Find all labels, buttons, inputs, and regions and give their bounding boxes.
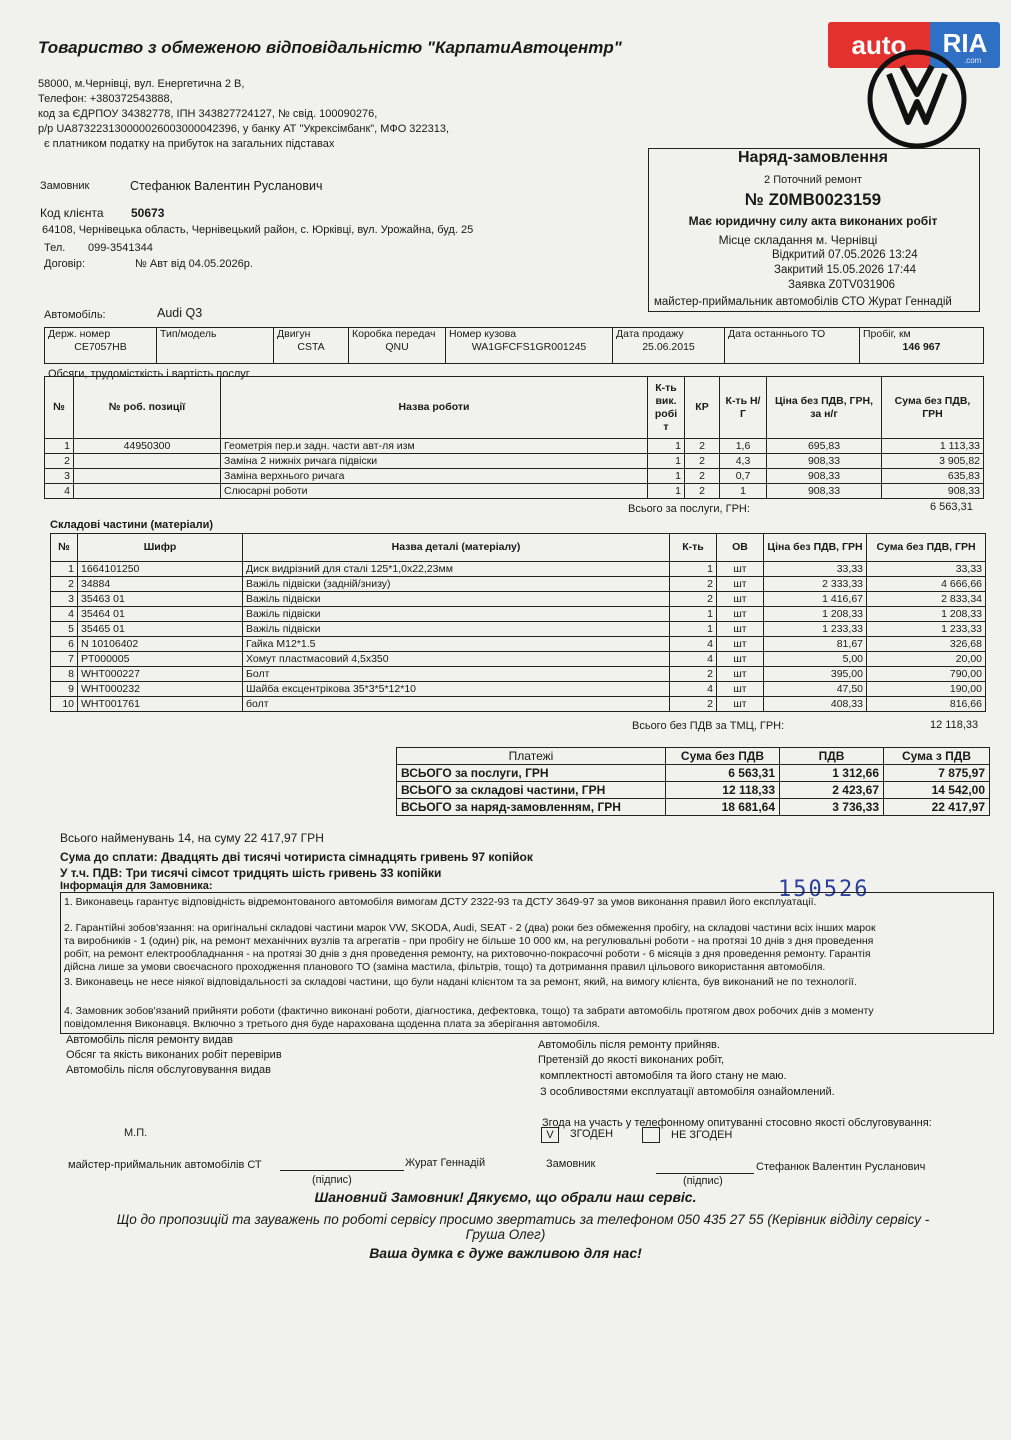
part-cell: 7	[51, 652, 78, 667]
payment-cell: ВСЬОГО за складові частини, ГРН	[397, 782, 666, 799]
service-cell: 44950300	[74, 439, 221, 454]
accept-right-3: комплектності автомобіля та його стану не маю.	[540, 1070, 787, 1082]
agree-checkbox[interactable]: V	[541, 1127, 559, 1143]
services-header: К-ть вик. робі т	[648, 377, 685, 439]
summary-vat: У т.ч. ПДВ: Три тисячі сімсот тридцять шість гривень 33 копійки	[60, 866, 442, 880]
payment-cell: 1 312,66	[780, 765, 884, 782]
service-cell: Заміна верхнього ричага	[221, 469, 648, 484]
company-tax: є платником податку на прибуток на загальних підставах	[44, 138, 335, 150]
part-cell: 2	[670, 697, 717, 712]
part-cell: Диск видрізний для сталі 125*1,0х22,23мм	[243, 562, 670, 577]
part-cell: 1	[670, 607, 717, 622]
car-cell	[446, 328, 613, 364]
payment-cell: 14 542,00	[884, 782, 990, 799]
part-cell: 6	[51, 637, 78, 652]
contract-label: Договір:	[44, 258, 86, 270]
part-cell: 34884	[78, 577, 243, 592]
parts-total: 12 118,33	[930, 719, 979, 731]
part-cell: 81,67	[764, 637, 867, 652]
parts-header: Шифр	[78, 534, 243, 562]
payment-cell: 12 118,33	[666, 782, 780, 799]
part-cell: Гайка M12*1.5	[243, 637, 670, 652]
payment-row	[397, 782, 990, 799]
part-row	[51, 562, 986, 577]
footer-contact-2: Груша Олег)	[465, 1227, 546, 1242]
car-cell	[45, 328, 157, 364]
service-row	[45, 439, 984, 454]
info-p2d: дійсна лише за умови своєчасного проходження планового ТО (заміна мастила, фільтрів, тощо) та дотримання правил цільового використання автомобіля.	[64, 961, 826, 973]
stamp-place-label: М.П.	[124, 1127, 148, 1139]
info-p2a: 2. Гарантійні зобов'язання: на оригінальні складові частини марок VW, SKODA, Audi, SEAT - 2 (два) роки без обмеження пробігу, на складові частини всіх інших марок	[64, 922, 876, 934]
order-closed: Закритий 15.05.2026 17:44	[774, 264, 917, 276]
part-cell: 1	[670, 562, 717, 577]
part-cell: шт	[717, 697, 764, 712]
payment-cell: 7 875,97	[884, 765, 990, 782]
service-cell: 4,3	[720, 454, 767, 469]
service-cell: 908,33	[767, 484, 882, 499]
service-cell: 1	[45, 439, 74, 454]
info-p2b: та виробників - 1 (один) рік, на ремонт механічних вузлів та агрегатів - при пробігу не більше 10 000 км, на регулювальні роботи - на протязі 10 днів з дня проведення	[64, 935, 874, 947]
part-cell: 190,00	[867, 682, 986, 697]
payments-header-row	[397, 748, 990, 765]
service-cell: 2	[685, 484, 720, 499]
part-cell: 9	[51, 682, 78, 697]
payments-table	[396, 747, 990, 816]
accept-right-4: З особливостями експлуатації автомобіля ознайомлений.	[540, 1086, 835, 1098]
footer-opinion: Ваша думка є дуже важливою для нас!	[369, 1245, 642, 1261]
payment-row	[397, 799, 990, 816]
service-cell: 908,33	[882, 484, 984, 499]
services-header: №	[45, 377, 74, 439]
service-cell: 908,33	[767, 454, 882, 469]
service-cell: Заміна 2 нижніх ричага підвіски	[221, 454, 648, 469]
service-cell: 1 113,33	[882, 439, 984, 454]
part-row	[51, 697, 986, 712]
payment-cell: ВСЬОГО за наряд-замовленням, ГРН	[397, 799, 666, 816]
part-cell: 395,00	[764, 667, 867, 682]
disagree-label: НЕ ЗГОДЕН	[671, 1129, 733, 1141]
payments-header: Платежі	[397, 748, 666, 765]
car-cell	[349, 328, 446, 364]
part-row	[51, 622, 986, 637]
master-sign-label: майстер-приймальник автомобілів СТ	[68, 1159, 262, 1171]
parts-header-row	[51, 534, 986, 562]
part-row	[51, 592, 986, 607]
services-total: 6 563,31	[930, 501, 973, 513]
payments-header: Сума з ПДВ	[884, 748, 990, 765]
autoria-logo-domain: .com	[964, 56, 982, 65]
part-cell: 8	[51, 667, 78, 682]
service-cell: 635,83	[882, 469, 984, 484]
footer-contact-1: Що до пропозицій та зауважень по роботі сервісу просимо звертатись за телефоном 050 435 27 55 (Керівник відділу сервісу -	[116, 1212, 930, 1227]
part-cell: Важіль підвіски (задній/знизу)	[243, 577, 670, 592]
part-cell: 790,00	[867, 667, 986, 682]
part-cell: 1664101250	[78, 562, 243, 577]
info-p4b: повідомлення Виконавця. Включно з третього дня буде нарахована щоденна плата за зберігання автомобіля.	[64, 1018, 601, 1030]
part-cell: 2	[670, 592, 717, 607]
part-cell: 20,00	[867, 652, 986, 667]
part-cell: 1 208,33	[867, 607, 986, 622]
car-value: WA1GFCFS1GR001245	[471, 341, 587, 353]
service-cell: 1,6	[720, 439, 767, 454]
services-header: Ціна без ПДВ, ГРН, за н/г	[767, 377, 882, 439]
info-p3: 3. Виконавець не несе ніякої відповідальності за складові частини, що були надані клієнтом та за ремонт, який, на вимогу клієнта, був виконаний не по технології.	[64, 976, 857, 988]
payments-header: Сума без ПДВ	[666, 748, 780, 765]
part-cell: 4	[670, 652, 717, 667]
part-row	[51, 682, 986, 697]
master-sign-line	[280, 1170, 404, 1171]
accept-right-1: Автомобіль після ремонту прийняв.	[538, 1039, 720, 1051]
services-header: № роб. позиції	[74, 377, 221, 439]
car-header: Пробіг, км	[863, 328, 911, 340]
parts-table	[50, 533, 986, 712]
part-cell: 1 416,67	[764, 592, 867, 607]
part-cell: Важіль підвіски	[243, 592, 670, 607]
part-cell: шт	[717, 667, 764, 682]
customer-sign-caption: (підпис)	[683, 1175, 723, 1187]
part-row	[51, 652, 986, 667]
part-cell: Шайба ексцентрікова 35*3*5*12*10	[243, 682, 670, 697]
part-cell: шт	[717, 577, 764, 592]
part-cell: 5	[51, 622, 78, 637]
service-cell	[74, 484, 221, 499]
part-cell: N 10106402	[78, 637, 243, 652]
order-request: Заявка Z0TV031906	[788, 279, 896, 291]
part-cell: 35464 01	[78, 607, 243, 622]
car-label: Автомобіль:	[44, 309, 106, 321]
part-cell: 2	[670, 667, 717, 682]
part-row	[51, 637, 986, 652]
accept-left-2: Обсяг та якість виконаних робіт перевірив	[66, 1049, 282, 1061]
part-row	[51, 577, 986, 592]
part-cell: 2	[51, 577, 78, 592]
services-header-row	[45, 377, 984, 439]
services-header: К-ть Н/Г	[720, 377, 767, 439]
part-cell: Важіль підвіски	[243, 622, 670, 637]
part-cell: 326,68	[867, 637, 986, 652]
car-value: QNU	[385, 341, 409, 353]
part-cell: PT000005	[78, 652, 243, 667]
car-value: CE7057HB	[74, 341, 127, 353]
car-cell	[613, 328, 725, 364]
payment-cell: ВСЬОГО за послуги, ГРН	[397, 765, 666, 782]
order-place: Місце складання м. Чернівці	[718, 233, 878, 247]
part-cell: 408,33	[764, 697, 867, 712]
part-cell: шт	[717, 637, 764, 652]
payment-cell: 6 563,31	[666, 765, 780, 782]
autoria-logo-auto: auto	[828, 22, 930, 68]
service-cell: 2	[685, 454, 720, 469]
part-row	[51, 607, 986, 622]
info-p4a: 4. Замовник зобов'язаний прийняти роботи (фактично виконані роботи, діагностика, дефектовка, тощо) та забрати автомобіль протягом двох робочих днів з моменту	[64, 1005, 874, 1017]
part-cell: 4 666,66	[867, 577, 986, 592]
part-cell: шт	[717, 652, 764, 667]
payment-row	[397, 765, 990, 782]
service-cell: Геометрія пер.и задн. части авт-ля изм	[221, 439, 648, 454]
client-code: 50673	[131, 206, 165, 220]
car-cell	[274, 328, 349, 364]
part-cell: 1 233,33	[867, 622, 986, 637]
part-row	[51, 667, 986, 682]
part-cell: 1	[670, 622, 717, 637]
accept-left-3: Автомобіль після обслуговування видав	[66, 1064, 272, 1076]
service-cell: 3	[45, 469, 74, 484]
service-cell: 1	[720, 484, 767, 499]
part-cell: шт	[717, 592, 764, 607]
services-title: Обсяги, трудомісткість і вартість послуг	[48, 368, 250, 380]
order-number: № Z0MB0023159	[744, 190, 882, 209]
part-cell: Важіль підвіски	[243, 607, 670, 622]
part-cell: 1	[51, 562, 78, 577]
part-cell: WHT001761	[78, 697, 243, 712]
payment-cell: 2 423,67	[780, 782, 884, 799]
company-address: 58000, м.Чернівці, вул. Енергетична 2 В,	[38, 78, 245, 90]
car-value: 146 967	[902, 341, 941, 353]
parts-header: К-ть	[670, 534, 717, 562]
part-cell: 816,66	[867, 697, 986, 712]
car-header: Двигун	[277, 328, 311, 340]
autoria-logo-ria: RIA	[930, 22, 1000, 68]
service-row	[45, 469, 984, 484]
part-cell: шт	[717, 622, 764, 637]
customer-sign-name: Стефанюк Валентин Русланович	[756, 1161, 926, 1173]
part-cell: 4	[51, 607, 78, 622]
accept-right-2: Претензій до якості виконаних робіт,	[538, 1054, 725, 1066]
order-title: Наряд-замовлення	[737, 149, 888, 166]
order-legal: Має юридичну силу акта виконаних робіт	[688, 214, 938, 228]
car-value: 25.06.2015	[642, 341, 695, 353]
service-cell: 908,33	[767, 469, 882, 484]
parts-header: Назва деталі (матеріалу)	[243, 534, 670, 562]
payments-header: ПДВ	[780, 748, 884, 765]
part-cell: шт	[717, 562, 764, 577]
car-cell	[157, 328, 274, 364]
part-cell: 33,33	[764, 562, 867, 577]
order-master: майстер-приймальник автомобілів СТО Журат Геннадій	[654, 296, 952, 308]
part-cell: 4	[670, 637, 717, 652]
customer-sign-label: Замовник	[546, 1158, 596, 1170]
service-cell: 4	[45, 484, 74, 499]
service-cell	[74, 469, 221, 484]
services-header: КР	[685, 377, 720, 439]
car-value: CSTA	[297, 341, 325, 353]
client-code-label: Код клієнта	[40, 206, 104, 220]
car-header: Дата останнього ТО	[728, 328, 826, 340]
part-cell: 2	[670, 577, 717, 592]
car-cell	[725, 328, 860, 364]
car-header: Номер кузова	[449, 328, 517, 340]
vw-logo-icon	[862, 44, 972, 154]
service-cell: 2	[45, 454, 74, 469]
part-cell: 3	[51, 592, 78, 607]
car-cell	[860, 328, 984, 364]
summary-count: Всього найменувань 14, на суму 22 417,97 ГРН	[60, 831, 324, 845]
company-name: Товариство з обмеженою відповідальністю "КарпатиАвтоцентр"	[38, 38, 622, 57]
part-cell: Болт	[243, 667, 670, 682]
service-cell: 695,83	[767, 439, 882, 454]
date-stamp: 150526	[778, 877, 870, 902]
info-p1: 1. Виконавець гарантує відповідність відремонтованого автомобіля вимогам ДСТУ 2322-93 та ДСТУ 3649-97 за умов виконання правил його експлуатації.	[64, 896, 817, 908]
part-cell: WHT000227	[78, 667, 243, 682]
car-table	[44, 327, 984, 364]
car-header: Дата продажу	[616, 328, 684, 340]
part-cell: Хомут пластмасовий 4,5х350	[243, 652, 670, 667]
part-cell: болт	[243, 697, 670, 712]
service-row	[45, 484, 984, 499]
service-row	[45, 454, 984, 469]
part-cell: 10	[51, 697, 78, 712]
part-cell: 35465 01	[78, 622, 243, 637]
parts-header: Ціна без ПДВ, ГРН	[764, 534, 867, 562]
accept-left-1: Автомобіль після ремонту видав	[66, 1034, 234, 1046]
part-cell: шт	[717, 682, 764, 697]
customer-sign-line	[656, 1173, 754, 1174]
agree-label: ЗГОДЕН	[570, 1128, 614, 1140]
part-cell: 1 208,33	[764, 607, 867, 622]
customer-label: Замовник	[40, 180, 90, 192]
parts-header: №	[51, 534, 78, 562]
services-header: Сума без ПДВ, ГРН	[882, 377, 984, 439]
payment-cell: 18 681,64	[666, 799, 780, 816]
info-title: Інформація для Замовника:	[60, 880, 213, 892]
service-cell: 2	[685, 439, 720, 454]
company-bank: р/р UA873223130000026003000042396, у банку АТ "Укрексімбанк", МФО 322313,	[38, 123, 450, 135]
company-codes: код за ЄДРПОУ 34382778, ІПН 343827724127, № свід. 100090276,	[38, 108, 378, 120]
service-cell: Слюсарні роботи	[221, 484, 648, 499]
company-phone: Телефон: +380372543888,	[38, 93, 173, 105]
order-type: 2 Поточний ремонт	[764, 174, 862, 186]
car-header: Держ. номер	[48, 328, 111, 340]
part-cell: шт	[717, 607, 764, 622]
part-cell: 4	[670, 682, 717, 697]
disagree-checkbox[interactable]	[642, 1127, 660, 1143]
order-opened: Відкритий 07.05.2026 13:24	[772, 249, 918, 261]
contract-value: № Авт від 04.05.2026р.	[135, 258, 253, 270]
summary-to-pay: Сума до сплати: Двадцять дві тисячі чотириста сімнадцять гривень 97 копійок	[60, 850, 533, 864]
survey-text: Згода на участь у телефонному опитуванні стосовно якості обслуговування:	[542, 1117, 932, 1129]
parts-header: Сума без ПДВ, ГРН	[867, 534, 986, 562]
service-cell: 1	[648, 454, 685, 469]
part-cell: WHT000232	[78, 682, 243, 697]
parts-header: ОВ	[717, 534, 764, 562]
client-tel-label: Тел.	[44, 242, 66, 254]
service-cell: 1	[648, 439, 685, 454]
services-table	[44, 376, 984, 499]
part-cell: 47,50	[764, 682, 867, 697]
footer-thanks: Шановний Замовник! Дякуємо, що обрали наш сервіс.	[314, 1189, 697, 1205]
services-total-label: Всього за послуги, ГРН:	[628, 503, 750, 515]
part-cell: 2 833,34	[867, 592, 986, 607]
service-cell: 3 905,82	[882, 454, 984, 469]
master-sign-name: Журат Геннадій	[405, 1157, 486, 1169]
parts-title: Складові частини (матеріали)	[50, 519, 214, 531]
car-model: Audi Q3	[157, 306, 203, 320]
service-cell: 1	[648, 484, 685, 499]
service-cell	[74, 454, 221, 469]
part-cell: 33,33	[867, 562, 986, 577]
car-header: Тип/модель	[160, 328, 217, 340]
part-cell: 35463 01	[78, 592, 243, 607]
part-cell: 2 333,33	[764, 577, 867, 592]
payment-cell: 22 417,97	[884, 799, 990, 816]
part-cell: 5,00	[764, 652, 867, 667]
services-header: Назва роботи	[221, 377, 648, 439]
service-cell: 1	[648, 469, 685, 484]
part-cell: 1 233,33	[764, 622, 867, 637]
car-header: Коробка передач	[352, 328, 436, 340]
master-sign-caption: (підпис)	[312, 1174, 352, 1186]
customer-name: Стефанюк Валентин Русланович	[130, 179, 323, 193]
info-p2c: робіт, на ремонт електрообладнання - на протязі 30 днів з дня проведення ремонту, на рихтовочно-покрасочні роботи - 6 місяців з дня проведення ремонту. Гарантія	[64, 948, 871, 960]
service-cell: 2	[685, 469, 720, 484]
service-cell: 0,7	[720, 469, 767, 484]
client-tel: 099-3541344	[88, 242, 153, 254]
parts-total-label: Всього без ПДВ за ТМЦ, ГРН:	[632, 720, 785, 732]
payment-cell: 3 736,33	[780, 799, 884, 816]
client-address: 64108, Чернівецька область, Чернівецький район, с. Юрківці, вул. Урожайна, буд. 25	[42, 224, 474, 236]
